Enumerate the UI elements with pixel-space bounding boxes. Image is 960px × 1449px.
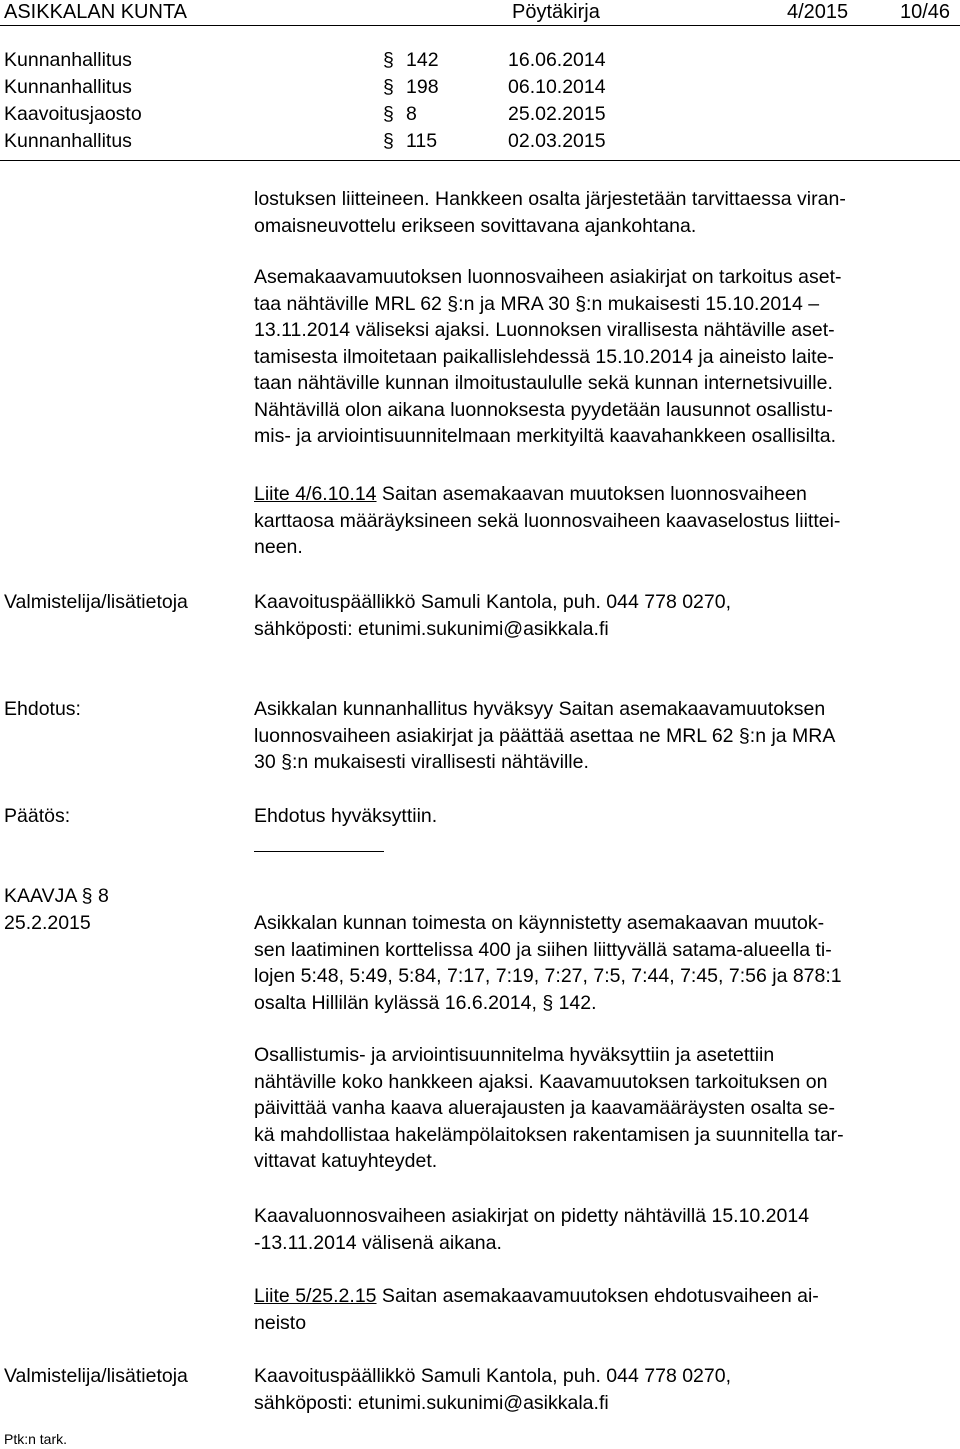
meeting-date: 02.03.2015 [508,130,606,152]
doc-number: 4/2015 [787,1,849,23]
meeting-body: Kunnanhallitus [4,130,132,152]
decision-label: Päätös: [4,805,71,827]
preparer-label: Valmistelija/lisätietoja [4,1365,188,1387]
meeting-section: 8 [406,103,417,125]
kaavja-paragraph-2: Osallistumis- ja arviointisuunnitelma hyväksyttiin ja asetettiin nähtäville koko hankkeen ajaksi. Kaavamuutoksen tarkoituksen on päivittää vanha kaava aluerajausten ja kaavamääräysten osalta se- kä mahdollistaa hakelämpölaitoksen rakentamisen ja suunnitella tar- vittavat katuyhteydet. [254,1044,844,1172]
meeting-body: Kunnanhallitus [4,76,132,98]
proposal-text: Asikkalan kunnanhallitus hyväksyy Saitan asemakaavamuutoksen luonnosvaiheen asiakirjat ja päättää asettaa ne MRL 62 §:n ja MRA 30 §:n mukaisesti virallisesti nähtäville. [254,698,836,773]
intro-paragraph-1: lostuksen liitteineen. Hankkeen osalta järjestetään tarvittaessa viran- omaisneuvottelu erikseen sovittavana ajankohtana. [254,188,846,237]
proposal-label: Ehdotus: [4,698,81,720]
intro-attachment: Liite 4/6.10.14 Saitan asemakaavan muutoksen luonnosvaiheen karttaosa määräyksineen sekä luonnosvaiheen kaavaselostus liittei- neen. [254,483,841,558]
meeting-list-rule [0,160,960,161]
kaavja-paragraph-3: Kaavaluonnosvaiheen asiakirjat on pidetty nähtävillä 15.10.2014 -13.11.2014 välisenä aikana. [254,1205,810,1254]
meeting-body: Kaavoitusjaosto [4,103,142,125]
signature-line [254,851,384,852]
kaavja-label: KAAVJA § 8 [4,885,109,907]
attachment-link[interactable]: Liite 5/25.2.15 [254,1285,377,1307]
kaavja-date: 25.2.2015 [4,912,91,934]
meeting-date: 06.10.2014 [508,76,606,98]
section-mark: § [383,130,394,152]
preparer-label: Valmistelija/lisätietoja [4,591,188,613]
kaavja-paragraph-1: Asikkalan kunnan toimesta on käynnistetty asemakaavan muutok- sen laatiminen korttelissa 400 ja siihen liittyvällä satama-alueella ti- lojen 5:48, 5:49, 5:84, 7:17, 7:19, 7:27, 7:5, 7:44, 7:45, 7:56 ja 878:1 osalta Hillilän kylässä 16.6.2014, § 142. [254,912,842,1014]
meeting-section: 115 [406,130,438,152]
page-number: 10/46 [900,1,951,23]
preparer-contact: Kaavoituspäällikkö Samuli Kantola, puh. 044 778 0270, sähköposti: etunimi.sukunimi@asikkala.fi [254,1365,731,1414]
decision-text: Ehdotus hyväksyttiin. [254,805,438,827]
meeting-section: 142 [406,49,439,71]
footer-initials: Ptk:n tark. [4,1431,68,1447]
meeting-section: 198 [406,76,439,98]
meeting-date: 16.06.2014 [508,49,606,71]
section-mark: § [383,49,394,71]
preparer-contact: Kaavoituspäällikkö Samuli Kantola, puh. 044 778 0270, sähköposti: etunimi.sukunimi@asikkala.fi [254,591,731,640]
section-mark: § [383,76,394,98]
doc-type: Pöytäkirja [512,1,600,23]
meeting-date: 25.02.2015 [508,103,606,125]
attachment-link[interactable]: Liite 4/6.10.14 [254,483,377,505]
meeting-body: Kunnanhallitus [4,49,132,71]
kaavja-attachment: Liite 5/25.2.15 Saitan asemakaavamuutoksen ehdotusvaiheen ai- neisto [254,1285,819,1334]
intro-paragraph-2: Asemakaavamuutoksen luonnosvaiheen asiakirjat on tarkoitus aset- taa nähtäville MRL 62 §:n ja MRA 30 §:n mukaisesti 15.10.2014 – 13.11.2014 väliseksi ajaksi. Luonnoksen virallisesta nähtäville aset- tamisesta ilmoitetaan paikallislehdessä 15.10.2014 ja aineisto laite- taan nähtäville kunnan ilmoitustaululle sekä kunnan internetsivuille. Nähtävillä olon aikana luonnoksesta pyydetään lausunnot osallistu- mis- ja arviointisuunnitelmaan merkityiltä kaavahankkeen osallisilta. [254,266,842,447]
org-name: ASIKKALAN KUNTA [4,1,188,23]
section-mark: § [383,103,394,125]
header-rule [0,25,960,26]
